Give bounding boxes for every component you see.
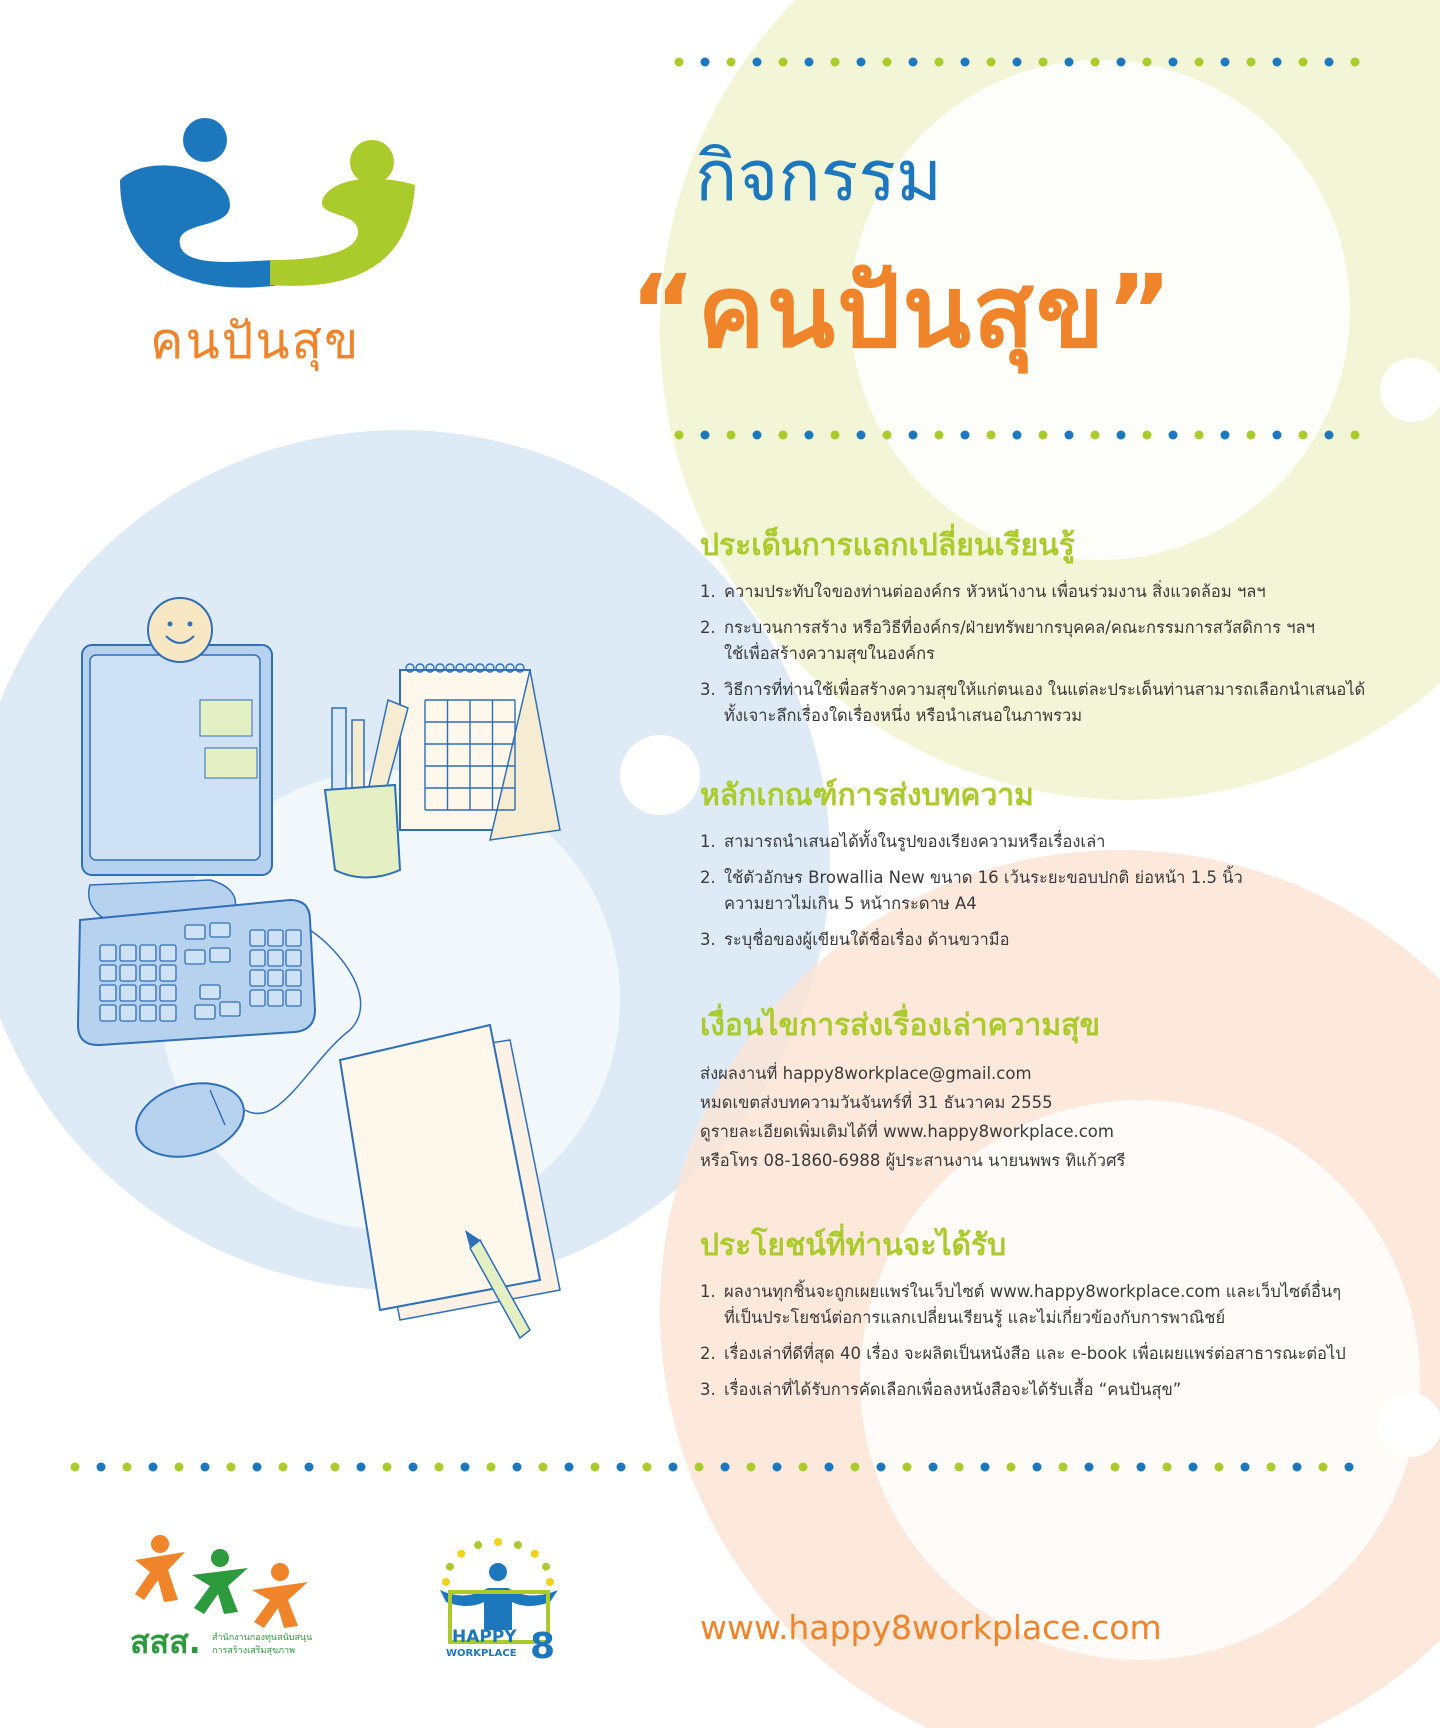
divider-dot (695, 1463, 704, 1472)
divider-dot (357, 1463, 366, 1472)
divider-dot (1143, 58, 1152, 67)
calendar-icon (400, 664, 560, 840)
divider-dot (1059, 1463, 1068, 1472)
divider-dot (1195, 431, 1204, 440)
list-item (700, 579, 1400, 605)
divider-dot (675, 431, 684, 440)
divider-dot (935, 58, 944, 67)
divider-dot (909, 431, 918, 440)
divider-dot (461, 1463, 470, 1472)
divider-dot (1273, 431, 1282, 440)
condition-deadline-line: หมดเขตส่งบทความวันจันทร์ที่ 31 ธันวาคม 2555 (700, 1093, 1053, 1112)
divider-dot (1351, 58, 1360, 67)
divider-dot (857, 58, 866, 67)
divider-dot (727, 58, 736, 67)
list-text: วิธีการที่ท่านใช้เพื่อสร้างความสุขให้แก่ตนเอง ในแต่ละประเด็นท่านสามารถเลือกนำเสนอได้ (724, 680, 1366, 699)
divider-dot (1091, 431, 1100, 440)
list-number: 3. (700, 930, 716, 949)
divider-dot (753, 58, 762, 67)
divider-dot (805, 431, 814, 440)
list-text: ใช้ตัวอักษร Browallia New ขนาด 16 เว้นระยะขอบปกติ ย่อหน้า 1.5 นิ้ว (724, 868, 1243, 887)
divider-dot (1111, 1463, 1120, 1472)
divider-dot (987, 431, 996, 440)
divider-dot (1117, 431, 1126, 440)
list-text: ทั้งเจาะลึกเรื่องใดเรื่องหนึ่ง หรือนำเสนอในภาพรวม (724, 706, 1083, 725)
divider-dot (929, 1463, 938, 1472)
divider-dot (779, 431, 788, 440)
divider-dot (1267, 1463, 1276, 1472)
divider-dot (883, 431, 892, 440)
page-title-name: “คนปันสุข” (630, 253, 1174, 370)
divider-dot (955, 1463, 964, 1472)
divider-dot (539, 1463, 548, 1472)
list-text: ระบุชื่อของผู้เขียนใต้ชื่อเรื่อง ด้านขวามือ (724, 930, 1010, 949)
divider-dot (961, 58, 970, 67)
two-people-hug-icon (110, 110, 430, 310)
divider-dot (1137, 1463, 1146, 1472)
divider-dot (1247, 58, 1256, 67)
divider-dot (487, 1463, 496, 1472)
divider-dot (701, 58, 710, 67)
divider-dot (513, 1463, 522, 1472)
divider-dot (175, 1463, 184, 1472)
website-link[interactable]: www.happy8workplace.com (700, 1608, 1162, 1647)
divider-dot (1215, 1463, 1224, 1472)
list-number: 1. (700, 1282, 716, 1301)
divider-dot (1345, 1463, 1354, 1472)
thaihealth-org-line2: การสร้างเสริมสุขภาพ (212, 1646, 296, 1656)
khon-pan-suk-logo (110, 110, 430, 380)
divider-dot (1013, 58, 1022, 67)
divider-dot (1065, 431, 1074, 440)
logo-wordmark: คนปันสุข (150, 312, 361, 370)
divider-dot (721, 1463, 730, 1472)
divider-dot (987, 58, 996, 67)
thaihealth-org-line1: สำนักงานกองทุนสนับสนุน (212, 1633, 313, 1643)
divider-dot (123, 1463, 132, 1472)
list-item (700, 865, 1400, 917)
benefits-list (700, 1279, 1400, 1403)
list-item (700, 829, 1400, 855)
divider-dot (617, 1463, 626, 1472)
divider-dot (201, 1463, 210, 1472)
section-benefits (700, 1222, 1400, 1413)
divider-dot (1299, 58, 1308, 67)
divider-dot (149, 1463, 158, 1472)
divider-dot (643, 1463, 652, 1472)
list-item (700, 927, 1400, 953)
divider-dot (883, 58, 892, 67)
divider-dot (97, 1463, 106, 1472)
list-number: 1. (700, 832, 716, 851)
divider-dot (1169, 431, 1178, 440)
list-item (700, 1377, 1400, 1403)
divider-dot (71, 1463, 80, 1472)
h8-digit: 8 (530, 1626, 556, 1665)
divider-dot (753, 431, 762, 440)
list-text: สามารถนำเสนอได้ทั้งในรูปของเรียงความหรือเรื่องเล่า (724, 832, 1106, 851)
divider-dot (857, 431, 866, 440)
divider-dot (675, 58, 684, 67)
section-exchange-topics (700, 522, 1400, 739)
desk-illustration (60, 590, 620, 1390)
condition-phone-line: หรือโทร 08-1860-6988 ผู้ประสานงาน นายนพพร ทิแก้วศรี (700, 1151, 1126, 1170)
divider-dot (935, 431, 944, 440)
pencil-cup-icon (325, 700, 408, 878)
divider-dot (1351, 431, 1360, 440)
keyboard-icon (78, 900, 315, 1045)
paper-stack-icon (340, 1025, 560, 1320)
condition-email-line: ส่งผลงานที่ happy8workplace@gmail.com (700, 1064, 1032, 1083)
list-number: 2. (700, 618, 716, 637)
list-number: 1. (700, 582, 716, 601)
list-text: ใช้เพื่อสร้างความสุขในองค์กร (724, 644, 935, 663)
list-item (700, 1341, 1400, 1367)
list-text: ที่เป็นประโยชน์ต่อการแลกเปลี่ยนเรียนรู้ และไม่เกี่ยวข้องกับการพาณิชย์ (724, 1308, 1226, 1327)
criteria-list (700, 829, 1400, 953)
list-text: ความประทับใจของท่านต่อองค์กร หัวหน้างาน เพื่อนร่วมงาน สิ่งแวดล้อม ฯลฯ (724, 582, 1266, 601)
list-text: กระบวนการสร้าง หรือวิธีที่องค์กร/ฝ่ายทรัพยากรบุคคล/คณะกรรมการสวัสดิการ ฯลฯ (724, 618, 1315, 637)
divider-dot (727, 431, 736, 440)
divider-dot (227, 1463, 236, 1472)
divider-dot (805, 58, 814, 67)
h8-word-workplace: WORKPLACE (446, 1648, 517, 1659)
title-dotted-divider (674, 428, 1374, 442)
smiley-face-icon (148, 598, 212, 662)
list-item (700, 677, 1400, 729)
divider-dot (961, 431, 970, 440)
list-text: ความยาวไม่เกิน 5 หน้ากระดาษ A4 (724, 894, 977, 913)
divider-dot (909, 58, 918, 67)
computer-monitor-icon (82, 645, 272, 933)
divider-dot (305, 1463, 314, 1472)
divider-dot (1325, 431, 1334, 440)
list-item (700, 615, 1400, 667)
exchange-list (700, 579, 1400, 729)
three-people-icon (135, 1535, 308, 1628)
divider-dot (779, 58, 788, 67)
divider-dot (591, 1463, 600, 1472)
divider-dot (1143, 431, 1152, 440)
page-title-activity: กิจกรรม (695, 135, 943, 217)
divider-dot (1163, 1463, 1172, 1472)
list-text: ผลงานทุกชิ้นจะถูกเผยแพร่ในเว็บไซต์ www.happy8workplace.com และเว็บไซต์อื่นๆ (724, 1282, 1342, 1301)
divider-dot (331, 1463, 340, 1472)
divider-dot (435, 1463, 444, 1472)
bottom-dotted-divider (70, 1460, 1374, 1474)
person-arms-up-icon (440, 1563, 558, 1630)
divider-dot (1195, 58, 1204, 67)
divider-dot (1221, 58, 1230, 67)
divider-dot (851, 1463, 860, 1472)
divider-dot (279, 1463, 288, 1472)
divider-dot (701, 431, 710, 440)
list-item (700, 1279, 1400, 1331)
divider-dot (1169, 58, 1178, 67)
h8-word-happy: HAPPY (452, 1627, 517, 1647)
section-submission-criteria (700, 772, 1400, 963)
divider-dot (1117, 58, 1126, 67)
divider-dot (747, 1463, 756, 1472)
divider-dot (799, 1463, 808, 1472)
divider-dot (1189, 1463, 1198, 1472)
divider-dot (1273, 58, 1282, 67)
divider-dot (831, 58, 840, 67)
thaihealth-logo (130, 1530, 360, 1660)
divider-dot (1091, 58, 1100, 67)
list-number: 3. (700, 680, 716, 699)
section-submission-conditions (700, 1002, 1400, 1175)
divider-dot (1065, 58, 1074, 67)
list-text: เรื่องเล่าที่ได้รับการคัดเลือกเพื่อลงหนังสือจะได้รับเสื้อ “คนปันสุข” (724, 1380, 1182, 1399)
section-heading: เงื่อนไขการส่งเรื่องเล่าความสุข (700, 1008, 1100, 1043)
list-number: 2. (700, 1344, 716, 1363)
divider-dot (1085, 1463, 1094, 1472)
list-number: 2. (700, 868, 716, 887)
divider-dot (831, 431, 840, 440)
list-number: 3. (700, 1380, 716, 1399)
section-heading: หลักเกณฑ์การส่งบทความ (700, 778, 1034, 813)
divider-dot (1039, 58, 1048, 67)
divider-dot (669, 1463, 678, 1472)
divider-dot (773, 1463, 782, 1472)
divider-dot (877, 1463, 886, 1472)
divider-dot (1293, 1463, 1302, 1472)
divider-dot (1241, 1463, 1250, 1472)
divider-dot (1039, 431, 1048, 440)
divider-dot (409, 1463, 418, 1472)
divider-dot (1033, 1463, 1042, 1472)
divider-dot (1221, 431, 1230, 440)
divider-dot (903, 1463, 912, 1472)
divider-dot (1325, 58, 1334, 67)
divider-dot (1247, 431, 1256, 440)
section-heading: ประเด็นการแลกเปลี่ยนเรียนรู้ (700, 528, 1075, 563)
divider-dot (1007, 1463, 1016, 1472)
divider-dot (1319, 1463, 1328, 1472)
divider-dot (1299, 431, 1308, 440)
top-dotted-divider (674, 55, 1374, 69)
condition-website-line: ดูรายละเอียดเพิ่มเติมได้ที่ www.happy8workplace.com (700, 1122, 1114, 1141)
happy8-workplace-logo (430, 1530, 570, 1665)
divider-dot (565, 1463, 574, 1472)
divider-dot (1013, 431, 1022, 440)
thaihealth-wordmark: สสส. (130, 1623, 201, 1660)
divider-dot (253, 1463, 262, 1472)
divider-dot (825, 1463, 834, 1472)
section-heading: ประโยชน์ที่ท่านจะได้รับ (700, 1228, 1007, 1263)
divider-dot (981, 1463, 990, 1472)
list-text: เรื่องเล่าที่ดีที่สุด 40 เรื่อง จะผลิตเป็นหนังสือ และ e-book เพื่อเผยแพร่ต่อสาธารณะต่อไป (724, 1344, 1346, 1363)
divider-dot (383, 1463, 392, 1472)
